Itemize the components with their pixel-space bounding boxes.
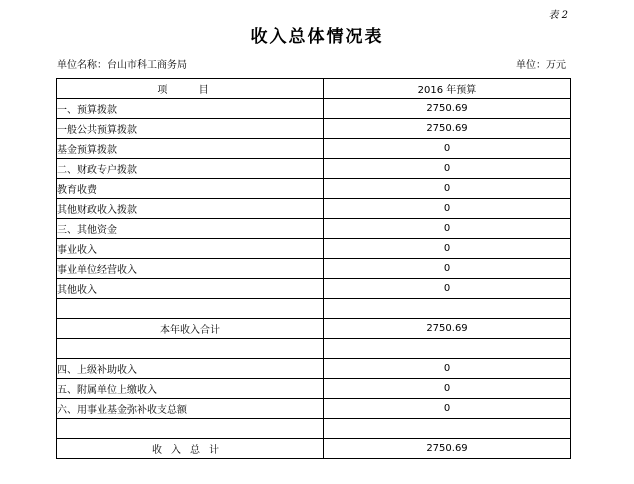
row-value: 0	[324, 399, 571, 419]
table-row	[57, 139, 571, 159]
row-value: 2750.69	[324, 99, 571, 119]
unit-name-label: 单位名称：台山市科工商务局	[57, 60, 187, 71]
table-row	[57, 259, 571, 279]
column-header-budget: 2016 年预算	[324, 79, 571, 99]
currency-unit-label: 单位：万元	[516, 60, 566, 71]
table-row	[57, 199, 571, 219]
row-label: 五、附属单位上缴收入	[57, 379, 324, 399]
table-row	[57, 299, 571, 319]
page-title: 收入总体情况表	[250, 27, 384, 47]
table-row	[57, 279, 571, 299]
table-row	[57, 99, 571, 119]
row-label: 二、财政专户拨款	[57, 159, 324, 179]
table-row	[57, 339, 571, 359]
table-row	[57, 219, 571, 239]
table-row	[57, 119, 571, 139]
row-value: 2750.69	[324, 119, 571, 139]
row-value	[324, 419, 571, 439]
row-label: 四、上级补助收入	[57, 359, 324, 379]
table-row	[57, 359, 571, 379]
table-row	[57, 399, 571, 419]
row-value: 0	[324, 159, 571, 179]
row-value: 0	[324, 359, 571, 379]
row-label: 基金预算拨款	[57, 139, 324, 159]
row-label	[57, 299, 324, 319]
row-label: 收入总计	[57, 439, 324, 459]
row-value: 0	[324, 179, 571, 199]
table-number: 表 2	[548, 10, 568, 21]
row-value: 2750.69	[324, 319, 571, 339]
row-label: 一、预算拨款	[57, 99, 324, 119]
row-label	[57, 419, 324, 439]
row-label: 六、用事业基金弥补收支总额	[57, 399, 324, 419]
row-value	[324, 339, 571, 359]
row-label: 其他财政收入拨款	[57, 199, 324, 219]
table-row	[57, 239, 571, 259]
row-label: 其他收入	[57, 279, 324, 299]
row-value	[324, 299, 571, 319]
table-row	[57, 379, 571, 399]
row-label: 事业单位经营收入	[57, 259, 324, 279]
row-value: 0	[324, 239, 571, 259]
row-label: 一般公共预算拨款	[57, 119, 324, 139]
table-row	[57, 439, 571, 459]
table-row	[57, 419, 571, 439]
row-value: 2750.69	[324, 439, 571, 459]
row-value: 0	[324, 219, 571, 239]
row-value: 0	[324, 379, 571, 399]
table-row	[57, 159, 571, 179]
table-row	[57, 179, 571, 199]
table-row	[57, 319, 571, 339]
row-value: 0	[324, 199, 571, 219]
row-label: 事业收入	[57, 239, 324, 259]
column-header-item: 项 目	[57, 79, 324, 99]
row-value: 0	[324, 279, 571, 299]
row-label	[57, 339, 324, 359]
row-value: 0	[324, 259, 571, 279]
row-value: 0	[324, 139, 571, 159]
income-table-body	[57, 79, 571, 459]
row-label: 三、其他资金	[57, 219, 324, 239]
table-header-row	[57, 79, 571, 99]
income-table	[56, 78, 571, 459]
row-label: 本年收入合计	[57, 319, 324, 339]
row-label: 教育收费	[57, 179, 324, 199]
